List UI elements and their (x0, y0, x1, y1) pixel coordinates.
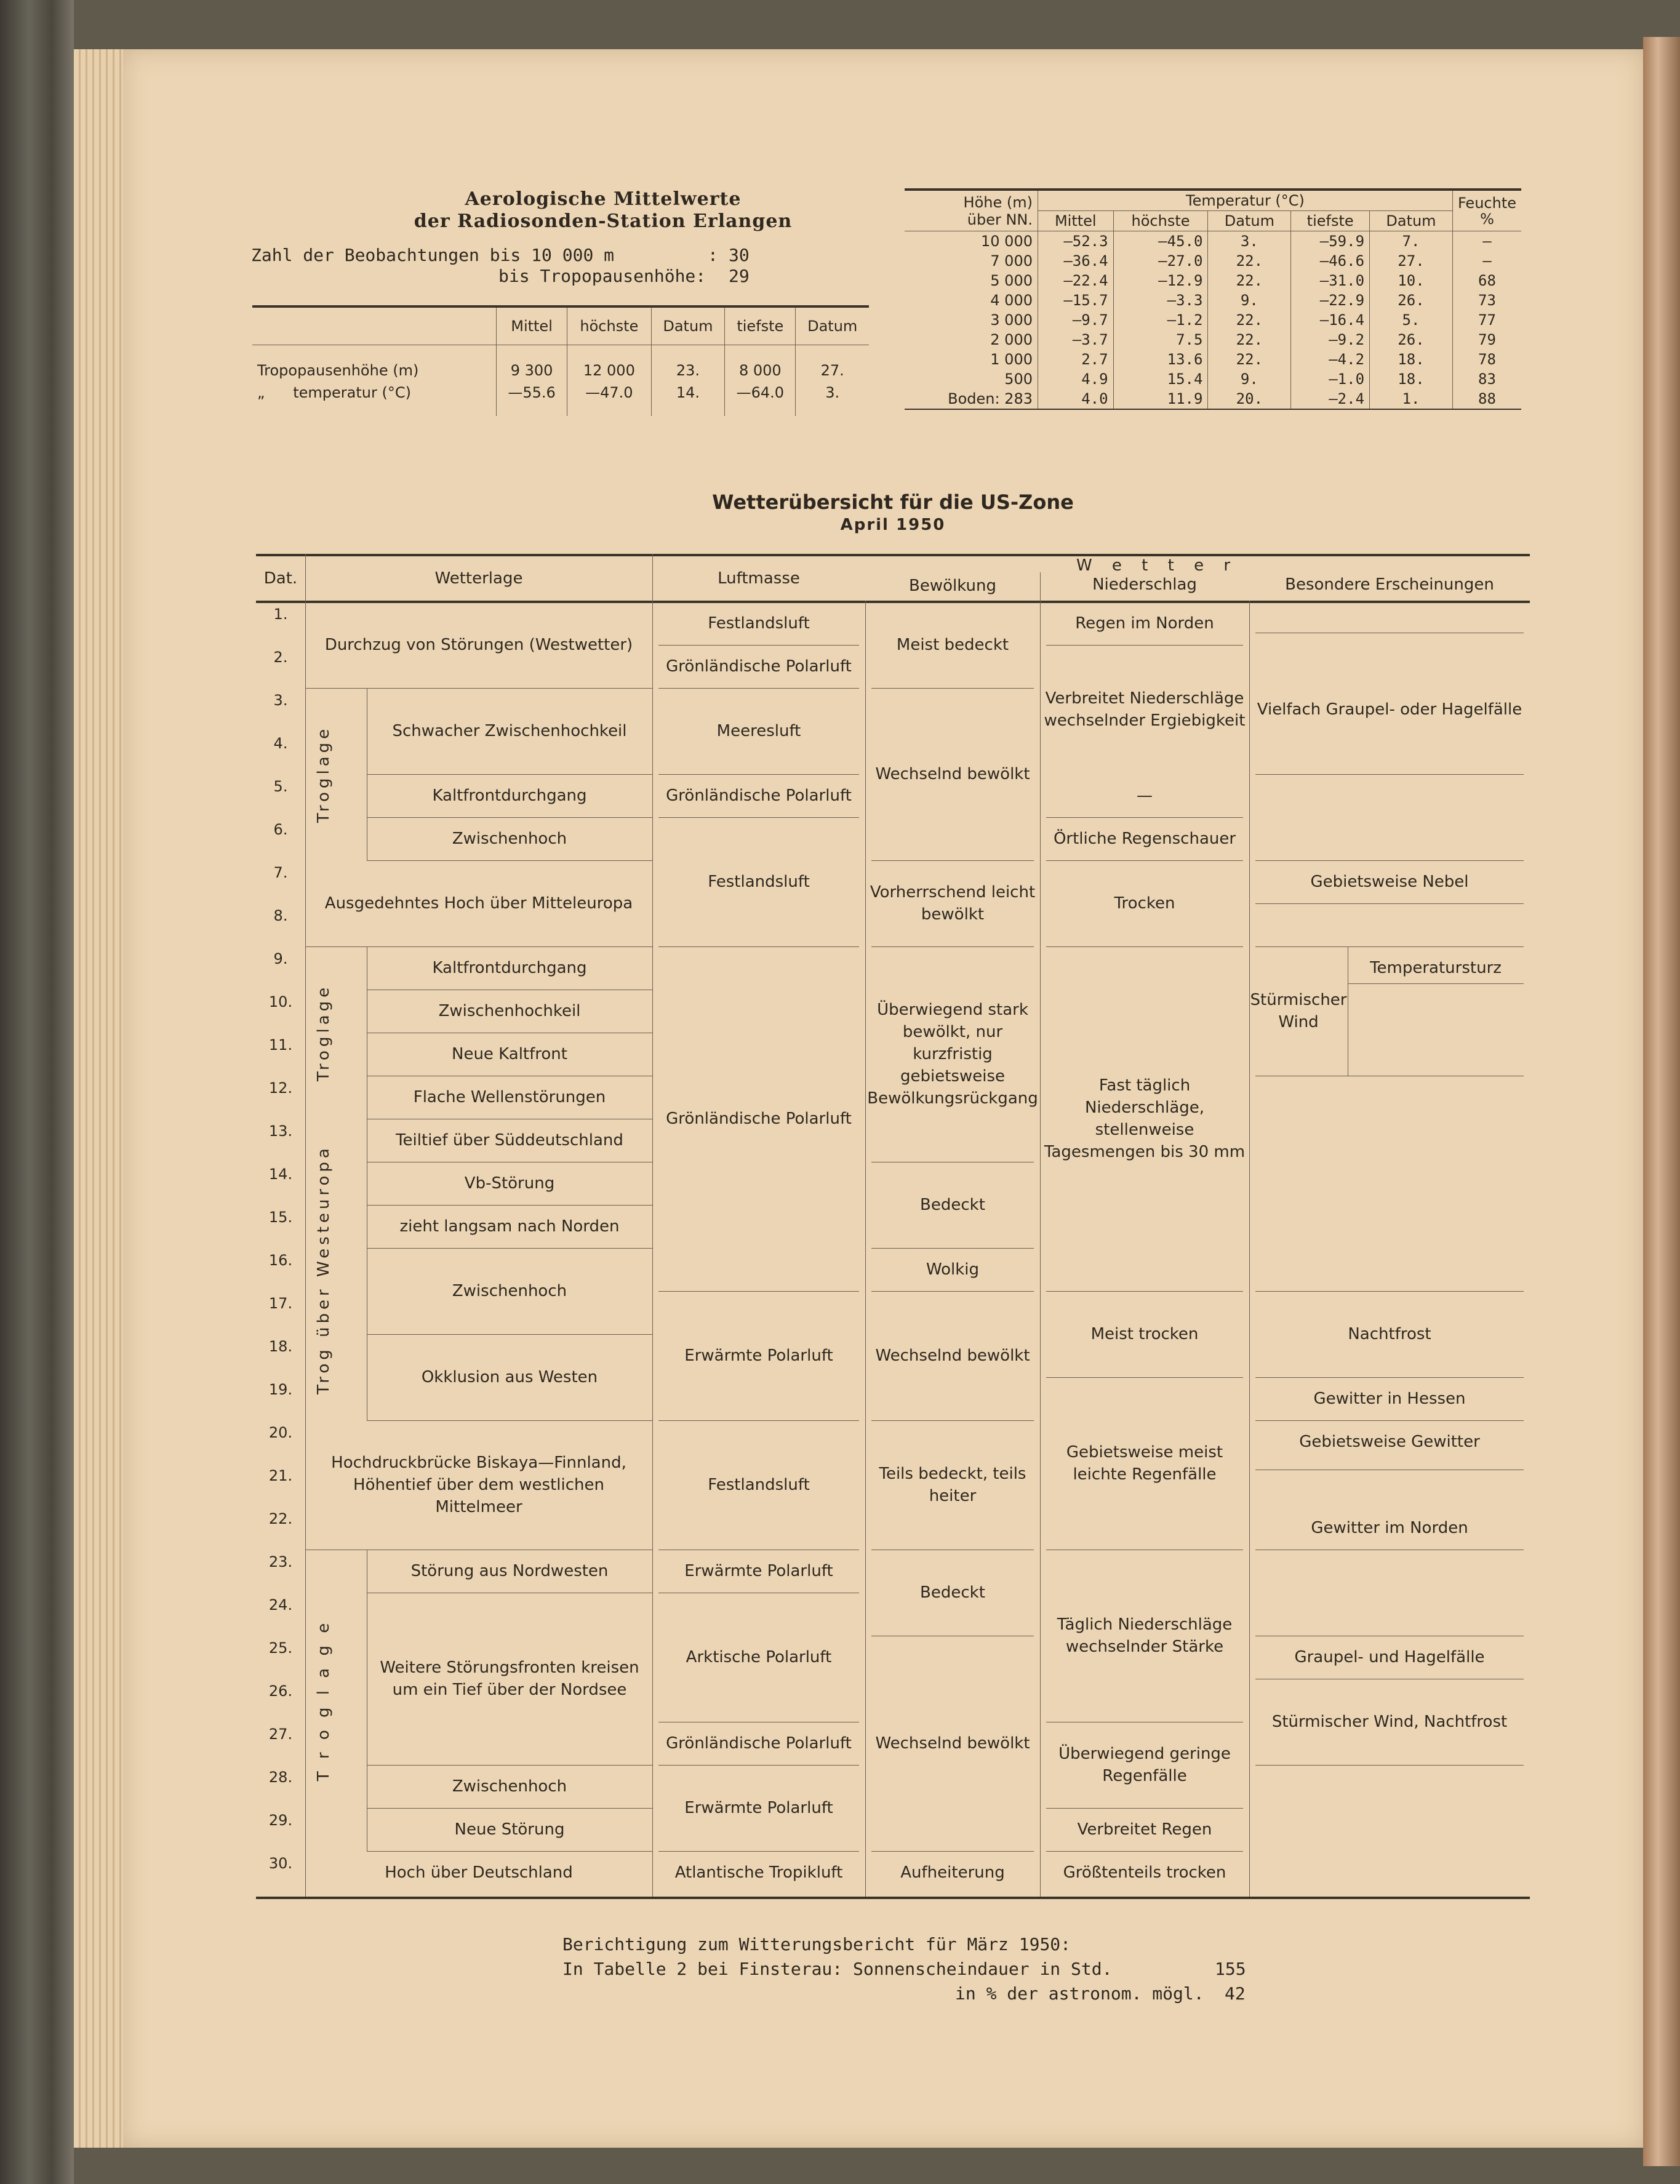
besondere-cell: Gebietsweise Gewitter (1299, 1433, 1480, 1451)
height-cell: —46.6 (1291, 251, 1370, 271)
height-value: 7 000 (990, 252, 1033, 270)
grid-line (865, 601, 866, 1897)
bewoelkung-cell: Teils bedeckt, teils heiter (879, 1465, 1026, 1505)
grid-line (1255, 1765, 1524, 1766)
footer-correction (562, 1932, 1301, 2004)
bewoelkung-cell: Wechselnd bewölkt (875, 765, 1030, 783)
height-cell: —59.9 (1291, 231, 1370, 252)
aero-row-hoehe (252, 359, 869, 382)
footer-value2: 155 (1215, 1959, 1246, 1979)
height-cell: —3.3 (1113, 290, 1208, 310)
luftmasse-cell: Grönländische Polarluft (666, 657, 852, 676)
luftmasse-cell: Festlandsluft (708, 873, 810, 891)
aero-cell: 14. (651, 382, 725, 404)
aero-header-hoechste: höchste (567, 306, 652, 345)
grid-line (1249, 601, 1250, 1897)
luftmasse-cell: Festlandsluft (708, 1476, 810, 1494)
besondere-cell: Gewitter im Norden (1311, 1519, 1468, 1537)
height-value: 10 000 (981, 233, 1033, 250)
height-cell: 77 (1452, 310, 1521, 330)
day-number: 27. (268, 1726, 293, 1743)
height-cell: 22. (1208, 271, 1291, 290)
aero-count-block (251, 245, 768, 287)
ht-sub-hoechste: höchste (1113, 211, 1208, 231)
height-table (905, 188, 1521, 410)
height-cell: 22. (1208, 330, 1291, 350)
aero-title-line1: Aerologische Mittelwerte (465, 188, 742, 210)
day-number: 20. (268, 1424, 293, 1441)
day-number: 19. (268, 1381, 293, 1398)
height-header: Höhe (m) (963, 193, 1033, 211)
aero-cell: 27. (796, 359, 869, 382)
height-row (905, 251, 1521, 271)
height-cell: 26. (1370, 290, 1453, 310)
aero-header-datum2: Datum (796, 306, 869, 345)
ht-sub-datum1: Datum (1208, 211, 1291, 231)
header-luftmasse: Luftmasse (718, 569, 800, 588)
day-number: 28. (268, 1769, 293, 1786)
luftmasse-cell: Grönländische Polarluft (666, 1734, 852, 1753)
aero-title-line2: der Radiosonden-Station Erlangen (414, 210, 793, 232)
header-dat: Dat. (263, 569, 298, 588)
besondere-cell: Stürmischer Wind (1250, 991, 1347, 1031)
aero-cell: 23. (651, 359, 725, 382)
header-wetter: W e t t e r (1076, 556, 1238, 575)
day-number: 26. (268, 1682, 293, 1700)
aero-row-temperatur (252, 382, 869, 404)
day-number: 11. (268, 1036, 293, 1054)
aero-row-label: Tropopausenhöhe (m) (257, 362, 419, 379)
niederschlag-cell: Verbreitet Regen (1077, 1820, 1212, 1839)
height-row (905, 389, 1521, 409)
footer-line2: In Tabelle 2 bei Finsterau: Sonnenscheindauer in Std. (562, 1959, 1113, 1979)
wetterlage-cell: Hoch über Deutschland (385, 1863, 573, 1882)
height-value: 500 (1004, 370, 1033, 388)
height-cell: 79 (1452, 330, 1521, 350)
day-number: 18. (268, 1338, 293, 1355)
height-cell: 3. (1208, 231, 1291, 252)
day-number: 25. (268, 1639, 293, 1657)
wetterlage-cell: Durchzug von Störungen (Westwetter) (324, 636, 633, 654)
height-value: 1 000 (990, 351, 1033, 368)
height-cell: 1. (1370, 389, 1453, 409)
aero-cell: 12 000 (567, 359, 652, 382)
height-row (905, 350, 1521, 369)
height-value: 5 000 (990, 272, 1033, 289)
height-cell: 9. (1208, 290, 1291, 310)
day-number: 21. (268, 1467, 293, 1484)
aero-header-mittel: Mittel (497, 306, 567, 345)
footer-value3: 42 (1225, 1983, 1246, 2004)
height-cell: 7.5 (1113, 330, 1208, 350)
day-number: 2. (273, 649, 288, 666)
height-value: 2 000 (990, 331, 1033, 348)
height-cell: —9.2 (1291, 330, 1370, 350)
luftmasse-cell: Festlandsluft (708, 614, 810, 633)
wetterlage-cell: Teiltief über Süddeutschland (396, 1131, 623, 1150)
niederschlag-cell: Größtenteils trocken (1063, 1863, 1226, 1882)
aero-header-tiefste: tiefste (725, 306, 796, 345)
niederschlag-cell: Überwiegend geringe Regenfälle (1058, 1745, 1231, 1785)
height-cell: —9.7 (1038, 310, 1114, 330)
height-header2: über NN. (967, 210, 1033, 228)
height-cell: — (1452, 251, 1521, 271)
wetterlage-cell: Okklusion aus Westen (421, 1368, 598, 1386)
aero-cell: 8 000 (725, 359, 796, 382)
height-cell: 5. (1370, 310, 1453, 330)
ht-sub-datum2: Datum (1370, 211, 1453, 231)
aero-count-value1: 30 (729, 245, 750, 265)
grid-line (1255, 774, 1524, 775)
height-cell: —36.4 (1038, 251, 1114, 271)
bewoelkung-cell: Vorherrschend leicht bewölkt (870, 883, 1036, 924)
day-number: 10. (268, 993, 293, 1010)
luftmasse-cell: Erwärmte Polarluft (684, 1799, 833, 1817)
header-bewoelkung: Bewölkung (909, 577, 996, 595)
day-number: 13. (268, 1122, 293, 1140)
grid-line (305, 554, 306, 1897)
bewoelkung-cell: Meist bedeckt (896, 636, 1009, 654)
day-number: 8. (273, 907, 288, 924)
footer-line1: Berichtigung zum Witterungsbericht für März 1950: (562, 1934, 1071, 1954)
height-cell: 20. (1208, 389, 1291, 409)
besondere-cell: Gebietsweise Nebel (1310, 873, 1469, 891)
besondere-cell: Gewitter in Hessen (1313, 1390, 1466, 1408)
weather-title-block (256, 490, 1530, 535)
niederschlag-cell: Örtliche Regenschauer (1053, 830, 1236, 848)
niederschlag-cell: Regen im Norden (1075, 614, 1214, 633)
grid-line (1040, 572, 1041, 1897)
aero-title (345, 188, 862, 233)
height-cell: 68 (1452, 271, 1521, 290)
day-number: 17. (268, 1295, 293, 1312)
wetterlage-cell: Störung aus Nordwesten (410, 1562, 609, 1580)
height-cell: 83 (1452, 369, 1521, 389)
height-cell: 4.0 (1038, 389, 1114, 409)
height-cell: 73 (1452, 290, 1521, 310)
day-number: 15. (268, 1209, 293, 1226)
height-cell: —15.7 (1038, 290, 1114, 310)
wetterlage-cell: Neue Störung (454, 1820, 565, 1839)
height-cell: 88 (1452, 389, 1521, 409)
aero-cell: —64.0 (725, 382, 796, 404)
wetterlage-cell: Kaltfrontdurchgang (432, 959, 587, 977)
group-label-troglage: T r o g l a g e (314, 1619, 333, 1782)
bewoelkung-cell: Bedeckt (920, 1583, 985, 1602)
day-number: 9. (273, 950, 288, 967)
niederschlag-cell: Gebietsweise meist leichte Regenfälle (1066, 1443, 1223, 1484)
height-row (905, 290, 1521, 310)
height-row (905, 369, 1521, 389)
day-number: 3. (273, 692, 288, 709)
aero-table (252, 305, 869, 416)
header-niederschlag: Niederschlag (1092, 575, 1197, 594)
wetterlage-cell: Kaltfrontdurchgang (432, 786, 587, 805)
bewoelkung-cell: Aufheiterung (900, 1863, 1005, 1882)
day-number: 14. (268, 1166, 293, 1183)
niederschlag-cell: Meist trocken (1090, 1325, 1199, 1343)
group-label-troglage: Troglage (314, 983, 333, 1082)
height-value: 3 000 (990, 311, 1033, 329)
height-cell: 7. (1370, 231, 1453, 252)
height-cell: —27.0 (1113, 251, 1208, 271)
height-cell: 15.4 (1113, 369, 1208, 389)
wetterlage-cell: zieht langsam nach Norden (399, 1217, 620, 1236)
height-cell: —1.0 (1291, 369, 1370, 389)
ht-sub-tiefste: tiefste (1291, 211, 1370, 231)
height-cell: —45.0 (1113, 231, 1208, 252)
group-label-troglage: Troglage (314, 725, 333, 823)
height-cell: 10. (1370, 271, 1453, 290)
niederschlag-cell: Fast täglich Niederschläge, stellenweise Tagesmengen bis 30 mm (1044, 1076, 1246, 1161)
day-number: 30. (268, 1855, 293, 1872)
ht-sub-mittel: Mittel (1038, 211, 1114, 231)
wetterlage-cell: Schwacher Zwischenhochkeil (392, 722, 627, 740)
aero-cell: 9 300 (497, 359, 567, 382)
footer-line3: in % der astronom. mögl. (955, 1983, 1204, 2004)
bewoelkung-cell: Wolkig (926, 1260, 980, 1279)
besondere-cell: Temperatursturz (1370, 959, 1502, 977)
temperature-group-header: Temperatur (°C) (1038, 190, 1453, 211)
height-cell: 2.7 (1038, 350, 1114, 369)
aero-count-label2: bis Tropopausenhöhe: (498, 266, 706, 286)
day-number: 4. (273, 735, 288, 752)
niederschlag-cell: Verbreitet Niederschläge wechselnder Ergiebigkeit (1044, 689, 1246, 730)
height-cell: —2.4 (1291, 389, 1370, 409)
grid-line (652, 554, 653, 1897)
day-number: 22. (268, 1510, 293, 1527)
wetterlage-cell: Neue Kaltfront (452, 1045, 567, 1063)
niederschlag-cell: Trocken (1114, 894, 1175, 913)
aero-header-datum1: Datum (651, 306, 725, 345)
wetterlage-cell: Ausgedehntes Hoch über Mitteleuropa (324, 894, 633, 913)
height-value: Boden: 283 (948, 390, 1033, 407)
height-cell: —16.4 (1291, 310, 1370, 330)
weather-subtitle: April 1950 (840, 516, 946, 534)
luftmasse-cell: Grönländische Polarluft (666, 1110, 852, 1128)
height-cell: — (1452, 231, 1521, 252)
height-cell: 13.6 (1113, 350, 1208, 369)
wetterlage-cell: Zwischenhoch (452, 1282, 567, 1300)
height-row (905, 271, 1521, 290)
height-cell: —3.7 (1038, 330, 1114, 350)
height-cell: 22. (1208, 310, 1291, 330)
height-row (905, 231, 1521, 252)
aero-row-label: „ temperatur (°C) (257, 384, 411, 401)
aero-count-colon: : (708, 245, 718, 265)
day-number: 5. (273, 778, 288, 795)
wetterlage-cell: Zwischenhoch (452, 1777, 567, 1796)
weather-title: Wetterübersicht für die US-Zone (712, 490, 1074, 514)
book-spine (0, 0, 74, 2184)
luftmasse-cell: Grönländische Polarluft (666, 786, 852, 805)
luftmasse-cell: Arktische Polarluft (686, 1648, 832, 1666)
height-cell: 11.9 (1113, 389, 1208, 409)
day-number: 23. (268, 1553, 293, 1570)
height-cell: —52.3 (1038, 231, 1114, 252)
besondere-cell: Nachtfrost (1348, 1325, 1431, 1343)
luftmasse-cell: Erwärmte Polarluft (684, 1562, 833, 1580)
aero-count-value2: 29 (729, 266, 750, 286)
bewoelkung-cell: Bedeckt (920, 1196, 985, 1214)
aero-cell: 3. (796, 382, 869, 404)
height-cell: 22. (1208, 350, 1291, 369)
wetterlage-cell: Hochdruckbrücke Biskaya—Finnland, Höhentief über dem westlichen Mittelmeer (331, 1454, 626, 1516)
aero-cell: —47.0 (567, 382, 652, 404)
wetterlage-cell: Flache Wellenstörungen (413, 1088, 606, 1106)
day-number: 29. (268, 1812, 293, 1829)
height-cell: —31.0 (1291, 271, 1370, 290)
luftmasse-cell: Erwärmte Polarluft (684, 1346, 833, 1365)
besondere-cell: Vielfach Graupel- oder Hagelfälle (1257, 700, 1522, 719)
aero-cell: —55.6 (497, 382, 567, 404)
height-cell: 18. (1370, 369, 1453, 389)
besondere-cell: Graupel- und Hagelfälle (1294, 1648, 1485, 1666)
group-label-trog-westeuropa: Trog über Westeuropa (314, 1145, 333, 1394)
header-wetterlage: Wetterlage (434, 569, 523, 588)
height-cell: —22.9 (1291, 290, 1370, 310)
niederschlag-cell: — (1137, 786, 1153, 805)
besondere-cell: Stürmischer Wind, Nachtfrost (1271, 1713, 1508, 1731)
grid-line (1255, 903, 1524, 904)
height-cell: —4.2 (1291, 350, 1370, 369)
height-cell: —1.2 (1113, 310, 1208, 330)
height-row (905, 310, 1521, 330)
wetterlage-cell: Zwischenhochkeil (438, 1002, 581, 1020)
feuchte-header: Feuchte (1457, 194, 1516, 212)
height-cell: —12.9 (1113, 271, 1208, 290)
day-number: 24. (268, 1596, 293, 1614)
day-number: 16. (268, 1252, 293, 1269)
right-page-edge (1643, 37, 1680, 2166)
header-besondere: Besondere Erscheinungen (1285, 575, 1494, 594)
height-cell: 22. (1208, 251, 1291, 271)
weather-table (256, 554, 1530, 1902)
day-number: 12. (268, 1079, 293, 1097)
bewoelkung-cell: Überwiegend stark bewölkt, nur kurzfristig gebietsweise Bewölkungsrückgang (867, 1001, 1038, 1108)
day-number: 1. (273, 606, 288, 623)
height-cell: —22.4 (1038, 271, 1114, 290)
day-number: 6. (273, 821, 288, 838)
height-cell: 9. (1208, 369, 1291, 389)
height-cell: 18. (1370, 350, 1453, 369)
height-value: 4 000 (990, 292, 1033, 309)
niederschlag-cell: Täglich Niederschläge wechselnder Stärke (1057, 1615, 1233, 1656)
wetterlage-cell: Vb-Störung (464, 1174, 555, 1193)
aero-count-label1: Zahl der Beobachtungen bis 10 000 m (251, 245, 615, 265)
height-cell: 4.9 (1038, 369, 1114, 389)
luftmasse-cell: Atlantische Tropikluft (674, 1863, 843, 1882)
luftmasse-cell: Meeresluft (716, 722, 801, 740)
height-row (905, 330, 1521, 350)
bewoelkung-cell: Wechselnd bewölkt (875, 1346, 1030, 1365)
wetterlage-cell: Weitere Störungsfronten kreisen um ein Tief über der Nordsee (380, 1658, 639, 1699)
wetterlage-cell: Zwischenhoch (452, 830, 567, 848)
day-number: 7. (273, 864, 288, 881)
bewoelkung-cell: Wechselnd bewölkt (875, 1734, 1030, 1753)
feuchte-unit: % (1480, 210, 1494, 228)
height-cell: 27. (1370, 251, 1453, 271)
height-cell: 78 (1452, 350, 1521, 369)
height-cell: 26. (1370, 330, 1453, 350)
